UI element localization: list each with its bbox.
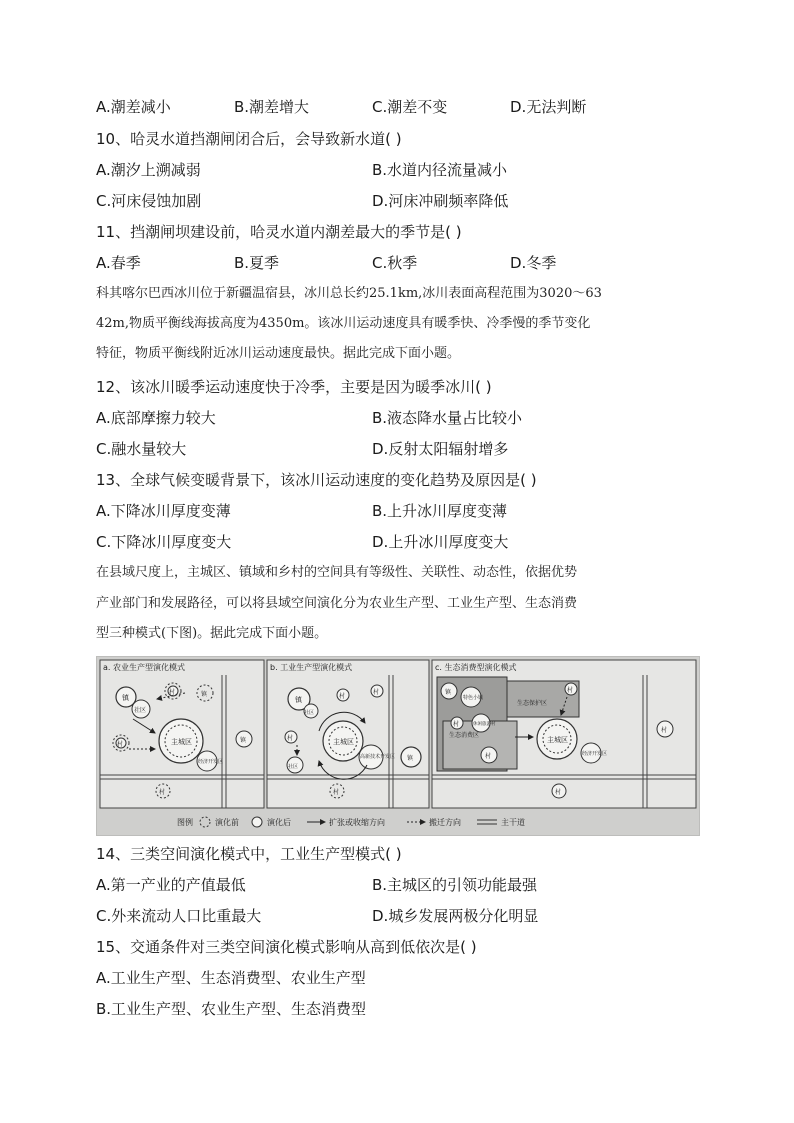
- q11-option-c: C.秋季: [372, 254, 418, 272]
- passage2-line-1: 在县域尺度上，主城区、镇域和乡村的空间具有等级性、关联性、动态性，依据优势: [96, 565, 578, 580]
- legend-before: 演化前: [215, 818, 239, 827]
- panel-c-title: c. 生态消费型演化模式: [435, 663, 517, 672]
- q15-option-b: B.工业生产型、农业生产型、生态消费型: [96, 1000, 367, 1018]
- panel-c-village-5: 村: [555, 789, 562, 796]
- panel-b-main-city: 主城区: [333, 738, 354, 746]
- passage2-line-3: 型三种模式(下图)。据此完成下面小题。: [96, 626, 328, 641]
- panel-b-town-2: 镇: [407, 755, 414, 762]
- legend-move: 搬迁方向: [429, 818, 461, 827]
- panel-b-community-1: 社区: [304, 710, 315, 716]
- panel-b-title: b. 工业生产型演化模式: [270, 663, 353, 672]
- panel-a-town-1: 镇: [122, 694, 129, 702]
- q12-option-a: A.底部摩擦力较大: [96, 409, 216, 427]
- q11-stem: 11、挡潮闸坝建设前，哈灵水道内潮差最大的季节是( ): [96, 223, 462, 241]
- panel-b: [267, 660, 429, 808]
- passage1-line-1: 科其喀尔巴西冰川位于新疆温宿县，冰川总长约25.1km,冰川表面高程范围为3020～63: [96, 286, 602, 301]
- q13-option-b: B.上升冰川厚度变薄: [372, 502, 508, 520]
- legend-after: 演化后: [267, 818, 291, 827]
- q12-option-b: B.液态降水量占比较小: [372, 409, 523, 427]
- panel-c-village-1: 村: [567, 687, 574, 694]
- q11-option-b: B.夏季: [234, 254, 280, 272]
- q13-stem: 13、全球气候变暖背景下，该冰川运动速度的变化趋势及原因是( ): [96, 471, 537, 489]
- panel-c-econ-zone: 经济开发区: [582, 751, 608, 757]
- panel-c-village-3: 村: [485, 753, 492, 760]
- county-evolution-figure: [96, 656, 700, 836]
- legend-road: 主干道: [501, 818, 525, 827]
- panel-b-village-3: 村: [287, 735, 294, 742]
- panel-a-title: a. 农业生产型演化模式: [103, 663, 185, 672]
- panel-c: [432, 660, 696, 808]
- panel-a-village-3: 村: [159, 789, 166, 796]
- legend-title: 图例: [177, 818, 193, 827]
- passage1-line-2: 42m,物质平衡线海拔高度为4350m。该冰川运动速度具有暖季快、冷季慢的季节变化: [96, 316, 591, 331]
- q9-option-d: D.无法判断: [510, 98, 587, 116]
- panel-a-town-2: 镇: [201, 691, 208, 698]
- panel-c-town: 镇: [445, 689, 452, 696]
- q13-option-a: A.下降冰川厚度变薄: [96, 502, 231, 520]
- q14-option-c: C.外来流动人口比重最大: [96, 907, 262, 925]
- panel-c-tourism-village: 休闲旅游村: [473, 722, 496, 727]
- q11-option-d: D.冬季: [510, 254, 557, 272]
- q13-option-c: C.下降冰川厚度变大: [96, 533, 232, 551]
- panel-b-village-1: 村: [339, 693, 346, 700]
- panel-b-community-2: 社区: [288, 764, 299, 770]
- panel-c-village-2: 村: [453, 721, 460, 728]
- panel-c-eco-consume: 生态消费区: [449, 732, 480, 739]
- panel-c-village-4: 村: [661, 727, 668, 734]
- panel-b-village-4: 村: [333, 789, 340, 796]
- q14-option-b: B.主城区的引领功能最强: [372, 876, 538, 894]
- panel-a-main-city: 主城区: [171, 738, 192, 746]
- panel-a-econ-zone: 经济开发区: [198, 759, 224, 765]
- legend-after-mark: [252, 817, 262, 827]
- q12-option-c: C.融水量较大: [96, 440, 187, 458]
- passage1-line-3: 特征，物质平衡线附近冰川运动速度最快。据此完成下面小题。: [96, 346, 461, 361]
- q12-option-d: D.反射太阳辐射增多: [372, 440, 509, 458]
- panel-a-village-1: 村: [169, 689, 176, 696]
- panel-a: [100, 660, 264, 808]
- panel-c-featured-town: 特色小镇: [463, 695, 484, 701]
- q14-stem: 14、三类空间演化模式中，工业生产型模式( ): [96, 845, 402, 863]
- q12-stem: 12、该冰川暖季运动速度快于冷季，主要是因为暖季冰川( ): [96, 378, 492, 396]
- panel-b-hitech-zone: 高新技术开发区: [360, 754, 396, 760]
- q15-option-a: A.工业生产型、生态消费型、农业生产型: [96, 969, 366, 987]
- panel-a-village-2: 村: [117, 741, 124, 748]
- q9-option-b: B.潮差增大: [234, 98, 310, 116]
- q14-option-a: A.第一产业的产值最低: [96, 876, 246, 894]
- q11-option-a: A.春季: [96, 254, 141, 272]
- passage2-line-2: 产业部门和发展路径，可以将县域空间演化分为农业生产型、工业生产型、生态消费: [96, 596, 578, 611]
- q10-option-d: D.河床冲刷频率降低: [372, 192, 509, 210]
- panel-b-village-2: 村: [373, 689, 380, 696]
- panel-a-community: 社区: [134, 707, 147, 714]
- q10-option-c: C.河床侵蚀加剧: [96, 192, 202, 210]
- q10-option-b: B.水道内径流量减小: [372, 161, 508, 179]
- panel-b-town-1: 镇: [295, 696, 302, 704]
- panel-a-town-3: 镇: [240, 737, 247, 744]
- q10-stem: 10、哈灵水道挡潮闸闭合后，会导致新水道( ): [96, 130, 402, 148]
- q10-option-a: A.潮汐上溯减弱: [96, 161, 201, 179]
- legend-before-mark: [200, 817, 210, 827]
- q15-stem: 15、交通条件对三类空间演化模式影响从高到低依次是( ): [96, 938, 477, 956]
- q9-option-c: C.潮差不变: [372, 98, 448, 116]
- legend-expand: 扩张或收缩方向: [329, 818, 385, 827]
- panel-c-eco-protect: 生态保护区: [517, 700, 548, 707]
- q13-option-d: D.上升冰川厚度变大: [372, 533, 509, 551]
- panel-c-main-city: 主城区: [547, 736, 568, 744]
- q14-option-d: D.城乡发展两极分化明显: [372, 907, 539, 925]
- q9-option-a: A.潮差减小: [96, 98, 171, 116]
- figure-legend: [177, 817, 525, 827]
